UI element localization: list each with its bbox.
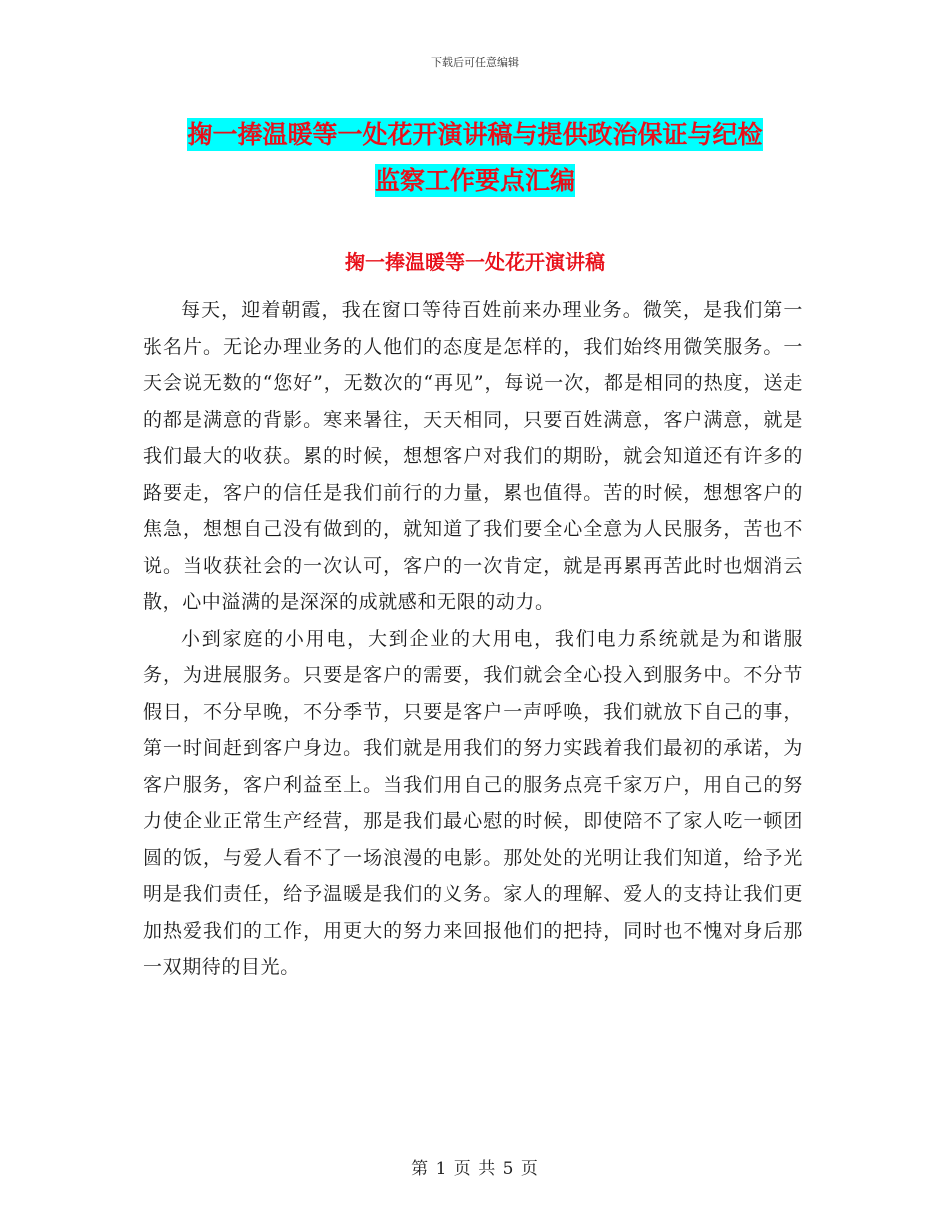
page-header-note: 下载后可任意编辑 [431,56,519,69]
page-footer: 第 1 页 共 5 页 [411,1159,539,1179]
document-title [144,112,806,204]
document-body [143,292,803,986]
paragraph: 每天，迎着朝霞，我在窗口等待百姓前来办理业务。微笑，是我们第一张名片。无论办理业务的人他们的态度是怎样的，我们始终用微笑服务。一天会说无数的“您好”，无数次的“再见”，每说一次，都是相同的热度，送走的都是满意的背影。寒来暑往，天天相同，只要百姓满意，客户满意，就是我们最大的收获。累的时候，想想客户对我们的期盼，就会知道还有许多的路要走，客户的信任是我们前行的力量，累也值得。苦的时候，想想客户的焦急，想想自己没有做到的，就知道了我们要全心全意为人民服务，苦也不说。当收获社会的一次认可，客户的一次肯定，就是再累再苦此时也烟消云散，心中溢满的是深深的成就感和无限的动力。 [143,299,803,613]
section-title: 掬一捧温暖等一处花开演讲稿 [345,250,605,274]
document-title-line1: 掬一捧温暖等一处花开演讲稿与提供政治保证与纪检 [187,120,763,149]
document-title-line2: 监察工作要点汇编 [374,166,575,195]
paragraph: 小到家庭的小用电，大到企业的大用电，我们电力系统就是为和谐服务，为进展服务。只要是客户的需要，我们就会全心投入到服务中。不分节假日，不分早晚，不分季节，只要是客户一声呼唤，我们就放下自己的事，第一时间赶到客户身边。我们就是用我们的努力实践着我们最初的承诺，为客户服务，客户利益至上。当我们用自己的服务点亮千家万户，用自己的努力使企业正常生产经营，那是我们最心慰的时候，即使陪不了家人吃一顿团圆的饭，与爱人看不了一场浪漫的电影。那处处的光明让我们知道，给予光明是我们责任，给予温暖是我们的义务。家人的理解、爱人的支持让我们更加热爱我们的工作，用更大的努力来回报他们的把持，同时也不愧对身后那一双期待的目光。 [143,627,803,978]
